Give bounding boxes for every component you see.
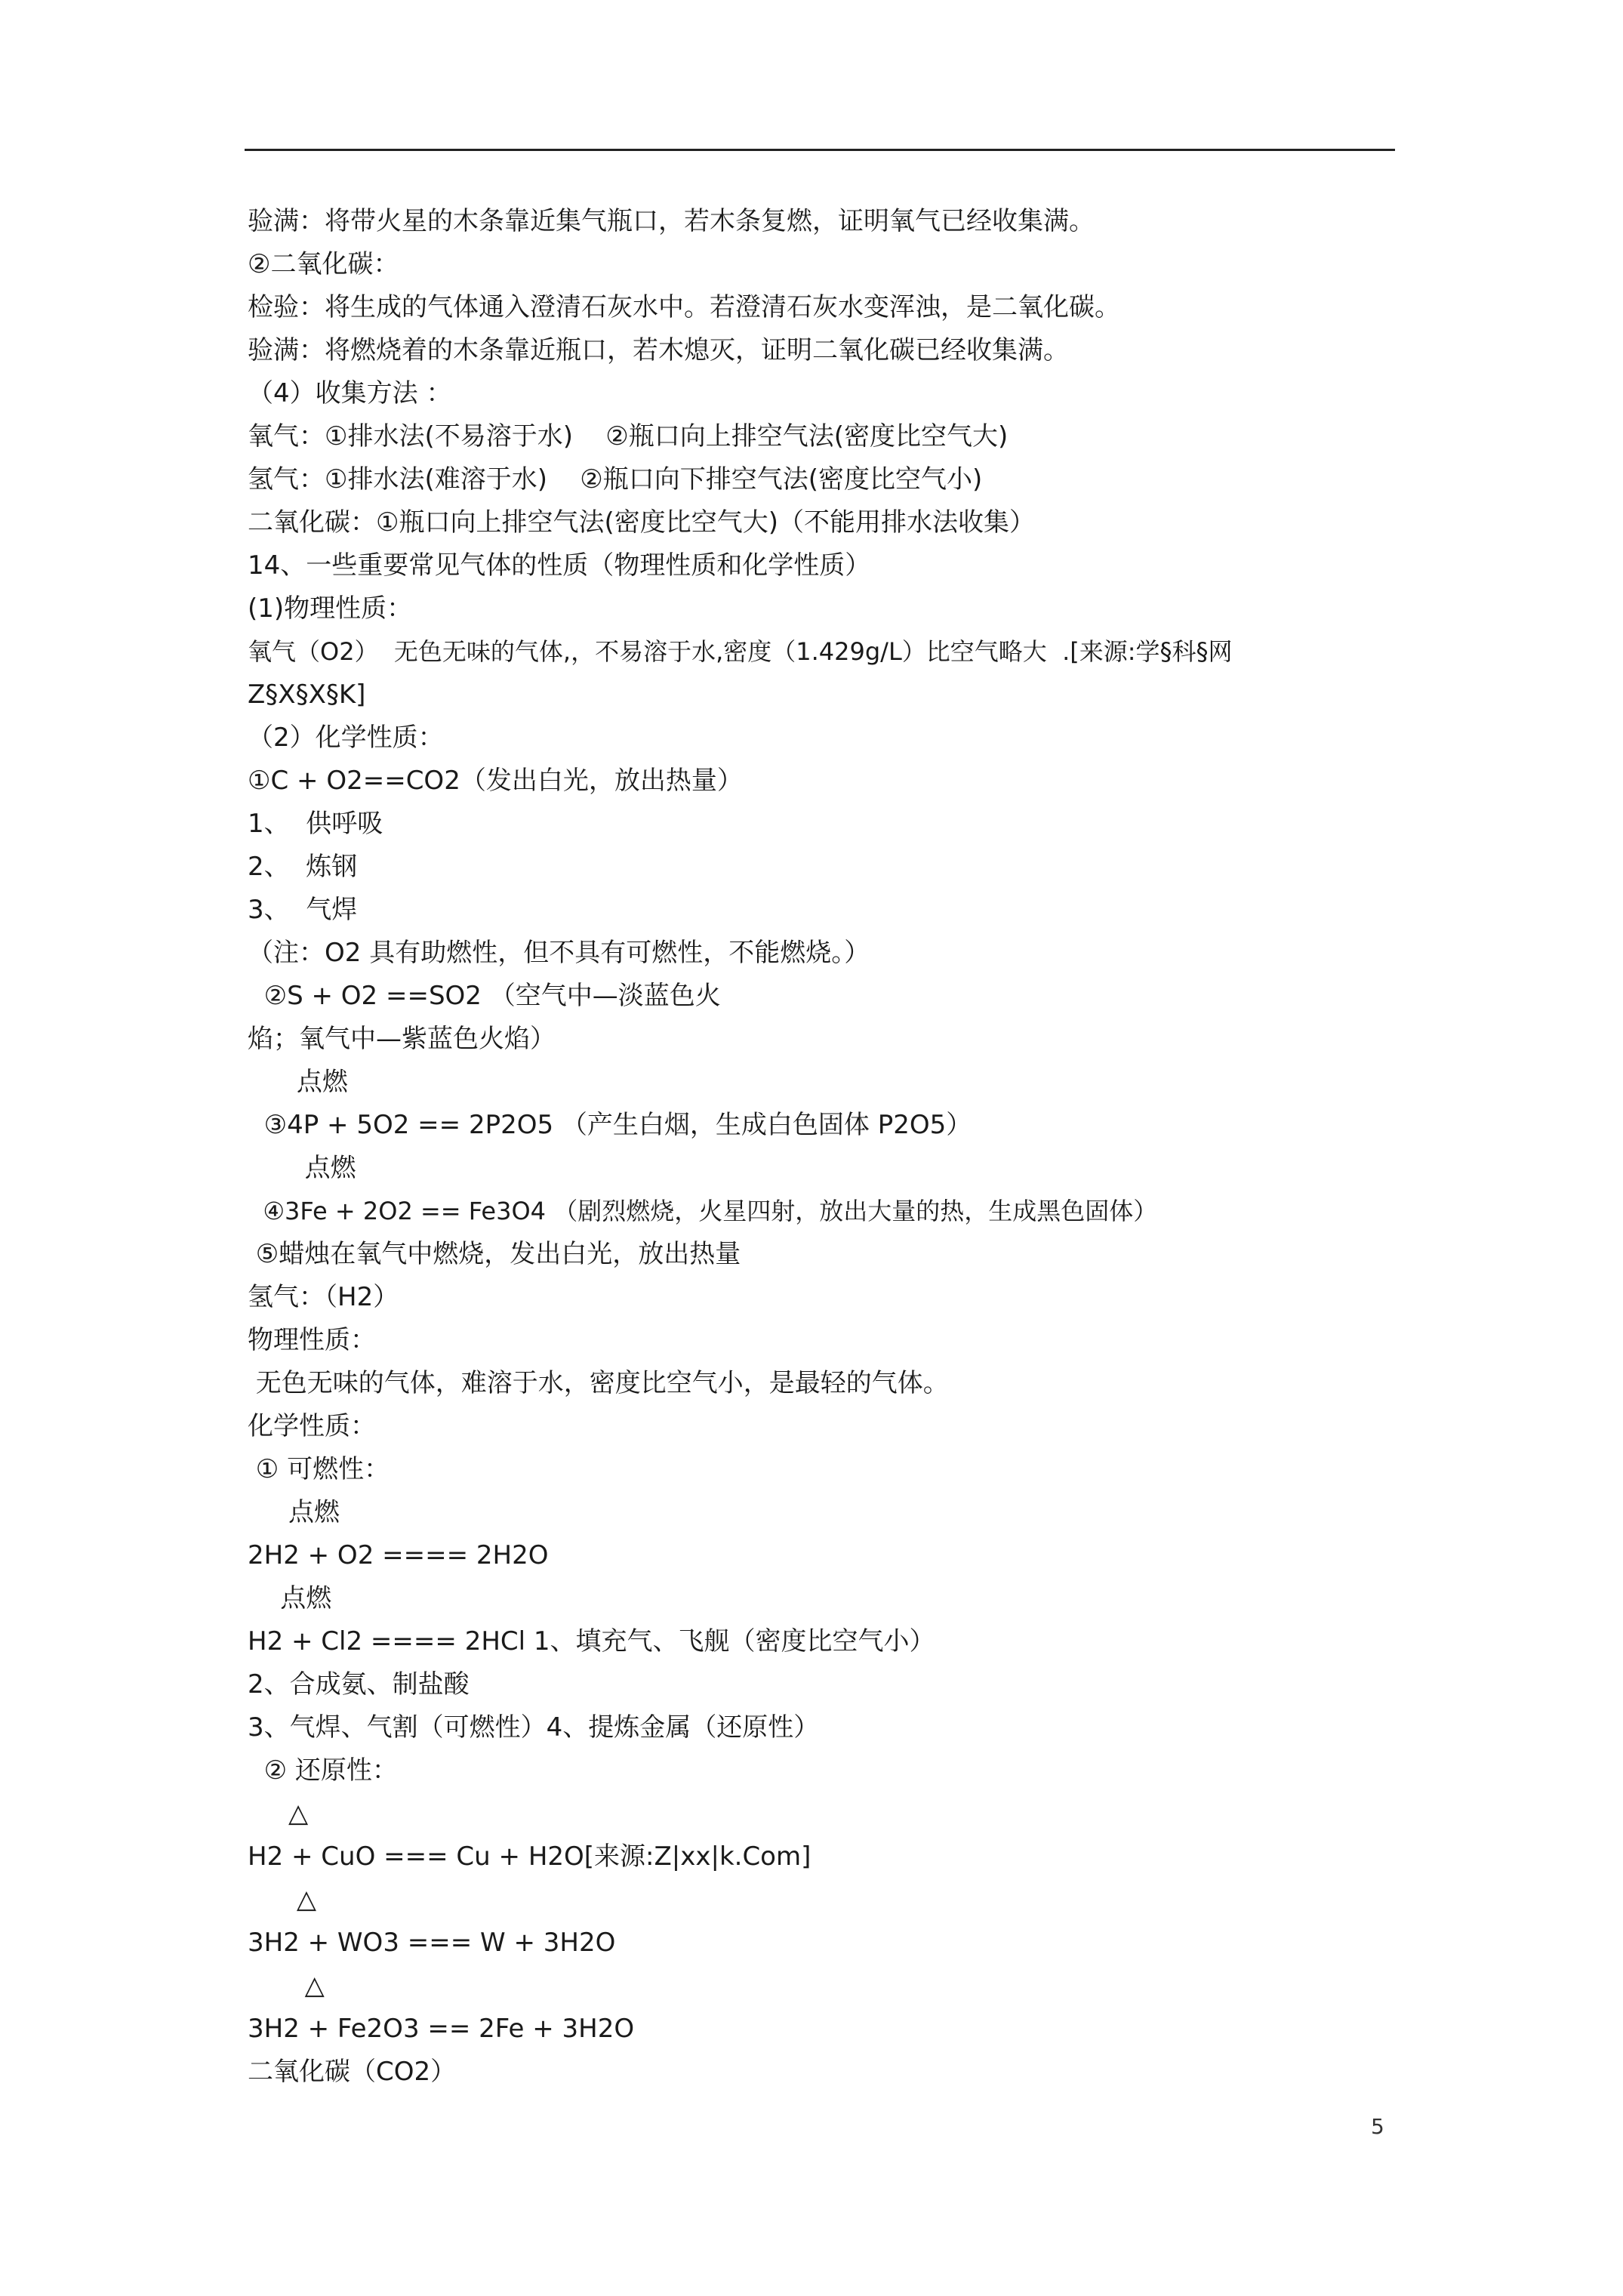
text-line: 焰；氧气中—紫蓝色火焰） bbox=[248, 1024, 556, 1054]
text-line: ④3Fe + 2O2 == Fe3O4 （剧烈燃烧，火星四射，放出大量的热，生成黑色固体） bbox=[248, 1197, 1158, 1225]
text-line: 点燃 bbox=[248, 1497, 340, 1527]
text-line: 氧气：①排水法(不易溶于水) ②瓶口向上排空气法(密度比空气大) bbox=[248, 421, 1009, 451]
text-line: 14、一些重要常见气体的性质（物理性质和化学性质） bbox=[248, 550, 871, 581]
text-line: ③4P + 5O2 == 2P2O5 （产生白烟，生成白色固体 P2O5） bbox=[248, 1110, 972, 1140]
text-line: 2、合成氨、制盐酸 bbox=[248, 1669, 470, 1700]
text-line: 检验：将生成的气体通入澄清石灰水中。若澄清石灰水变浑浊，是二氧化碳。 bbox=[248, 292, 1120, 322]
text-line: 二氧化碳：①瓶口向上排空气法(密度比空气大)（不能用排水法收集） bbox=[248, 507, 1036, 538]
text-line: △ bbox=[248, 1798, 309, 1829]
text-line: ① 可燃性： bbox=[248, 1454, 390, 1484]
text-line: ⑤蜡烛在氧气中燃烧，发出白光，放出热量 bbox=[248, 1239, 741, 1269]
text-line: ② 还原性： bbox=[248, 1755, 398, 1786]
text-line: 2、 炼钢 bbox=[248, 852, 358, 882]
text-line: （4）收集方法 ： bbox=[248, 378, 452, 408]
text-line: (1)物理性质： bbox=[248, 593, 413, 624]
text-line: 2H2 + O2 ==== 2H2O bbox=[248, 1540, 549, 1570]
text-line: 3H2 + WO3 === W + 3H2O bbox=[248, 1928, 616, 1958]
text-line: △ bbox=[248, 1885, 316, 1915]
text-line: 化学性质： bbox=[248, 1411, 376, 1441]
text-line: ②S + O2 ==SO2 （空气中—淡蓝色火 bbox=[248, 981, 721, 1011]
text-line: 二氧化碳（CO2） bbox=[248, 2057, 457, 2087]
text-line: 点燃 bbox=[248, 1153, 356, 1183]
document-body bbox=[248, 200, 1403, 2094]
text-line: ②二氧化碳： bbox=[248, 249, 399, 279]
text-line: 点燃 bbox=[248, 1583, 332, 1613]
text-line: 氢气：①排水法(难溶于水) ②瓶口向下排空气法(密度比空气小) bbox=[248, 464, 983, 495]
text-line: 3、气焊、气割（可燃性）4、提炼金属（还原性） bbox=[248, 1712, 820, 1743]
text-line: 氧气（O2） 无色无味的气体,，不易溶于水,密度（1.429g/L）比空气略大 .[来源:学§科§网 bbox=[248, 637, 1233, 666]
text-line: 验满：将燃烧着的木条靠近瓶口，若木熄灭，证明二氧化碳已经收集满。 bbox=[248, 335, 1069, 365]
text-line: 验满：将带火星的木条靠近集气瓶口，若木条复燃，证明氧气已经收集满。 bbox=[248, 206, 1095, 236]
text-line: ①C + O2==CO2（发出白光，放出热量） bbox=[248, 766, 743, 796]
text-line: 点燃 bbox=[248, 1067, 348, 1097]
text-line: 物理性质： bbox=[248, 1325, 376, 1355]
text-line: （2）化学性质： bbox=[248, 723, 444, 753]
text-line: △ bbox=[248, 1971, 325, 2001]
page-number: 5 bbox=[1371, 2114, 1384, 2139]
text-line: 无色无味的气体，难溶于水，密度比空气小，是最轻的气体。 bbox=[248, 1368, 949, 1398]
text-line: Z§X§X§K] bbox=[248, 680, 366, 710]
text-line: 3、 气焊 bbox=[248, 895, 358, 925]
text-line: 3H2 + Fe2O3 == 2Fe + 3H2O bbox=[248, 2014, 635, 2044]
text-line: （注：O2 具有助燃性，但不具有可燃性，不能燃烧。） bbox=[248, 938, 870, 968]
header-rule bbox=[245, 149, 1395, 151]
text-line: H2 + Cl2 ==== 2HCl 1、填充气、飞舰（密度比空气小） bbox=[248, 1626, 935, 1657]
text-line: 1、 供呼吸 bbox=[248, 809, 383, 839]
text-line: 氢气：（H2） bbox=[248, 1282, 399, 1312]
text-line: H2 + CuO === Cu + H2O[来源:Z|xx|k.Com] bbox=[248, 1841, 812, 1872]
